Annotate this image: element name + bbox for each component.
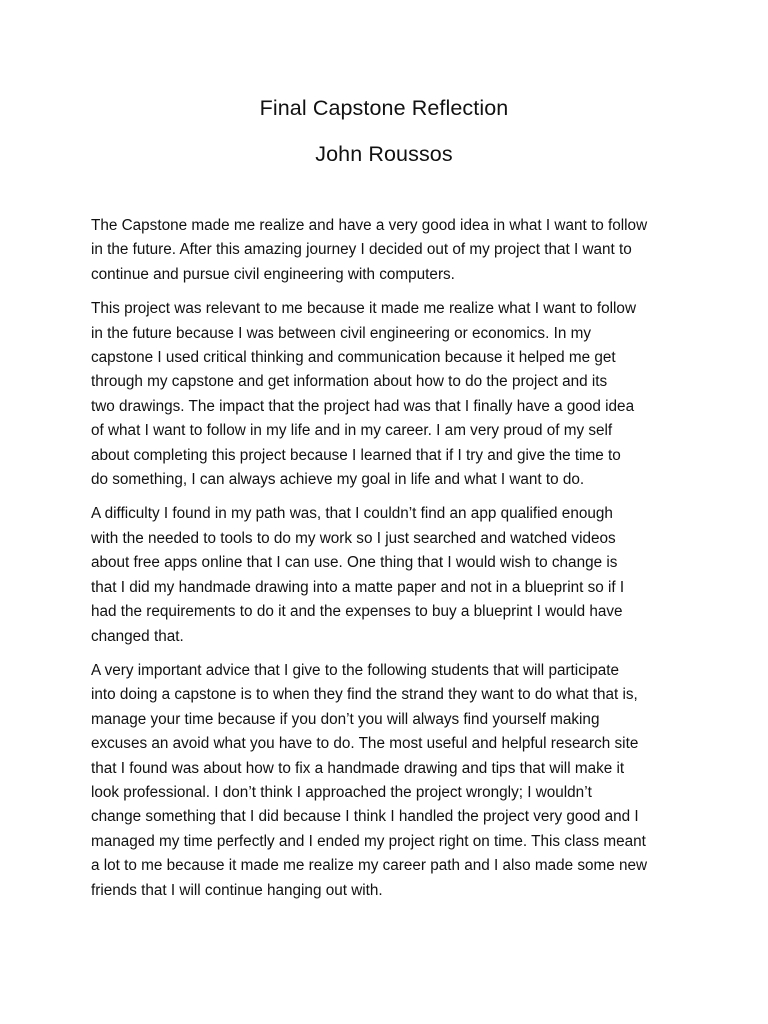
- text-line: change something that I did because I think I handled the project very good and I: [91, 808, 639, 826]
- paragraph-2: [91, 297, 681, 492]
- text-line: through my capstone and get information about how to do the project and its: [91, 373, 608, 391]
- paragraph-4: [91, 659, 681, 903]
- text-line: A very important advice that I give to the following students that will participate: [91, 661, 620, 679]
- text-line: in the future because I was between civil engineering or economics. In my: [91, 324, 591, 342]
- text-line: continue and pursue civil engineering with computers.: [91, 265, 455, 283]
- document-author: John Roussos: [315, 142, 453, 166]
- document-title: Final Capstone Reflection: [259, 96, 509, 120]
- text-line: about completing this project because I learned that if I try and give the time to: [91, 446, 621, 464]
- paragraph-3: [91, 502, 681, 648]
- text-line: excuses an avoid what you have to do. The most useful and helpful research site: [91, 735, 639, 753]
- text-line: into doing a capstone is to when they find the strand they want to do what that is,: [91, 686, 638, 704]
- text-line: manage your time because if you don’t you will always find yourself making: [91, 710, 600, 728]
- paragraph-1: [91, 214, 681, 287]
- text-line: managed my time perfectly and I ended my project right on time. This class meant: [91, 832, 646, 850]
- text-line: two drawings. The impact that the project had was that I finally have a good idea: [91, 397, 635, 415]
- text-line: do something, I can always achieve my goal in life and what I want to do.: [91, 471, 585, 489]
- text-line: that I did my handmade drawing into a matte paper and not in a blueprint so if I: [91, 578, 625, 596]
- text-line: This project was relevant to me because it made me realize what I want to follow: [91, 300, 636, 318]
- text-line: of what I want to follow in my life and in my career. I am very proud of my self: [91, 422, 613, 440]
- text-line: about free apps online that I can use. One thing that I would wish to change is: [91, 554, 618, 572]
- text-line: The Capstone made me realize and have a very good idea in what I want to follow: [91, 217, 648, 234]
- text-line: changed that.: [91, 627, 184, 645]
- text-line: in the future. After this amazing journey I decided out of my project that I want to: [91, 241, 632, 259]
- text-line: capstone I used critical thinking and communication because it helped me get: [91, 349, 616, 367]
- text-line: that I found was about how to fix a handmade drawing and tips that will make it: [91, 759, 625, 777]
- text-line: had the requirements to do it and the expenses to buy a blueprint I would have: [91, 603, 623, 621]
- text-line: a lot to me because it made me realize my career path and I also made some new: [91, 857, 648, 875]
- text-line: A difficulty I found in my path was, that I couldn’t find an app qualified enough: [91, 505, 613, 523]
- text-line: friends that I will continue hanging out with.: [91, 881, 383, 899]
- text-line: look professional. I don’t think I approached the project wrongly; I wouldn’t: [91, 783, 592, 801]
- text-line: with the needed to tools to do my work so I just searched and watched videos: [91, 529, 616, 547]
- document-body: [91, 214, 681, 913]
